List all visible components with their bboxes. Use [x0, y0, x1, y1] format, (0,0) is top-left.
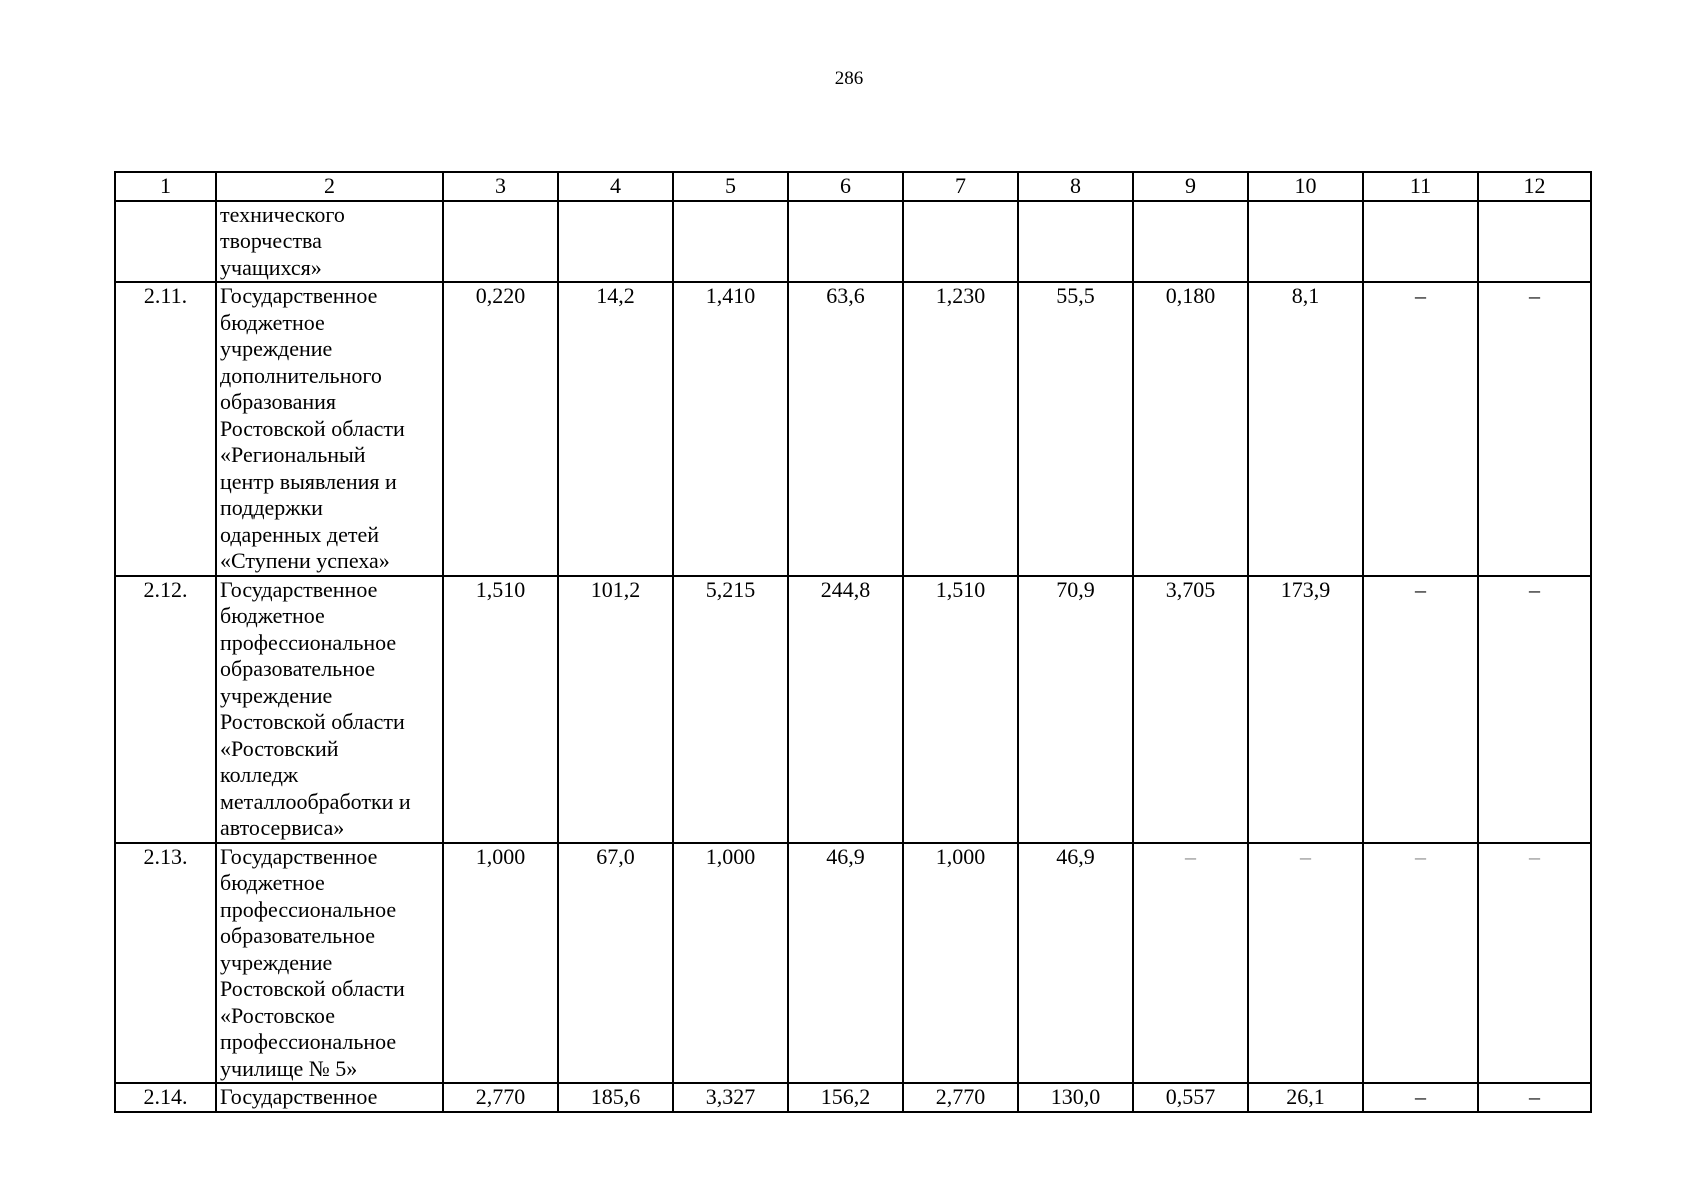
name-line: Ростовской области	[220, 709, 405, 734]
column-header: 5	[673, 172, 788, 201]
data-table	[114, 171, 1592, 1113]
column-header: 9	[1133, 172, 1248, 201]
table-row	[115, 843, 1591, 1084]
name-line: Ростовской области	[220, 976, 405, 1001]
name-line: профессиональное	[220, 1029, 397, 1054]
table-row	[115, 1083, 1591, 1112]
row-number-cell: 2.14.	[115, 1083, 216, 1112]
value-cell: –	[1248, 843, 1363, 1084]
table-row	[115, 576, 1591, 843]
name-line: творчества	[220, 228, 322, 253]
name-line: образовательное	[220, 656, 376, 681]
table-row	[115, 201, 1591, 283]
value-cell: 55,5	[1018, 282, 1133, 576]
column-header: 6	[788, 172, 903, 201]
name-line: одаренных детей	[220, 521, 380, 547]
value-cell: 63,6	[788, 282, 903, 576]
column-header: 11	[1363, 172, 1478, 201]
name-line: профессиональное	[220, 629, 397, 655]
name-line: образовательное	[220, 923, 376, 948]
value-cell	[903, 201, 1018, 283]
name-line: Государственное	[220, 576, 378, 602]
name-line: поддержки	[220, 495, 323, 520]
value-cell: –	[1133, 843, 1248, 1084]
institution-name-cell	[216, 282, 443, 576]
column-header: 4	[558, 172, 673, 201]
value-cell: 67,0	[558, 843, 673, 1084]
value-cell: 185,6	[558, 1083, 673, 1112]
value-cell: 156,2	[788, 1083, 903, 1112]
value-cell: –	[1363, 282, 1478, 576]
name-line: «Ростовское	[220, 1002, 335, 1028]
value-cell: 5,215	[673, 576, 788, 843]
row-number-cell: 2.13.	[115, 843, 216, 1084]
institution-name-cell	[216, 1083, 443, 1112]
value-cell: 1,510	[443, 576, 558, 843]
value-cell: 70,9	[1018, 576, 1133, 843]
name-line: металлообработки и	[220, 788, 411, 814]
value-cell: 14,2	[558, 282, 673, 576]
name-line: технического	[220, 201, 345, 227]
value-cell: 1,000	[903, 843, 1018, 1084]
column-header: 1	[115, 172, 216, 201]
value-cell: –	[1478, 576, 1591, 843]
value-cell	[1133, 201, 1248, 283]
table-row	[115, 282, 1591, 576]
column-header: 2	[216, 172, 443, 201]
value-cell: –	[1478, 1083, 1591, 1112]
name-line: учреждение	[220, 336, 333, 361]
value-cell: 101,2	[558, 576, 673, 843]
value-cell	[1018, 201, 1133, 283]
name-line: бюджетное	[220, 603, 325, 628]
name-line: училище № 5»	[220, 1055, 358, 1081]
name-line: Государственное	[220, 283, 378, 308]
value-cell	[1248, 201, 1363, 283]
institution-name-cell	[216, 843, 443, 1084]
name-line: учреждение	[220, 949, 333, 975]
value-cell	[1363, 201, 1478, 283]
value-cell: –	[1478, 282, 1591, 576]
value-cell: 3,705	[1133, 576, 1248, 843]
name-line: «Ростовский	[220, 735, 339, 761]
value-cell: 26,1	[1248, 1083, 1363, 1112]
value-cell: 46,9	[788, 843, 903, 1084]
value-cell: –	[1363, 576, 1478, 843]
value-cell: 173,9	[1248, 576, 1363, 843]
value-cell	[443, 201, 558, 283]
name-line: бюджетное	[220, 870, 325, 895]
institution-name-cell	[216, 201, 443, 283]
value-cell: 0,220	[443, 282, 558, 576]
value-cell: 1,000	[443, 843, 558, 1084]
name-line: учащихся»	[220, 254, 322, 280]
value-cell: –	[1363, 843, 1478, 1084]
name-line: Ростовской области	[220, 415, 405, 441]
value-cell: –	[1363, 1083, 1478, 1112]
value-cell: 1,410	[673, 282, 788, 576]
name-line: центр выявления и	[220, 468, 397, 494]
name-line: Государственное	[220, 843, 378, 869]
column-header: 3	[443, 172, 558, 201]
value-cell: 2,770	[443, 1083, 558, 1112]
name-line: бюджетное	[220, 309, 325, 335]
value-cell	[788, 201, 903, 283]
page-number: 286	[834, 68, 864, 89]
name-line: профессиональное	[220, 896, 397, 922]
value-cell: 3,327	[673, 1083, 788, 1112]
name-line: автосервиса»	[220, 815, 345, 840]
value-cell	[673, 201, 788, 283]
value-cell: 130,0	[1018, 1083, 1133, 1112]
column-header: 12	[1478, 172, 1591, 201]
row-number-cell: 2.11.	[115, 282, 216, 576]
column-header: 8	[1018, 172, 1133, 201]
value-cell: 8,1	[1248, 282, 1363, 576]
institution-name-cell	[216, 576, 443, 843]
value-cell: 2,770	[903, 1083, 1018, 1112]
value-cell: 1,000	[673, 843, 788, 1084]
value-cell: –	[1478, 843, 1591, 1084]
name-line: учреждение	[220, 682, 333, 708]
table-header-row	[115, 172, 1591, 201]
row-number-cell: 2.12.	[115, 576, 216, 843]
row-number-cell	[115, 201, 216, 283]
value-cell	[558, 201, 673, 283]
name-line: образования	[220, 389, 337, 414]
column-header: 7	[903, 172, 1018, 201]
name-line: колледж	[220, 762, 299, 787]
value-cell: 244,8	[788, 576, 903, 843]
name-line: «Региональный	[220, 442, 366, 467]
name-line: дополнительного	[220, 362, 382, 388]
value-cell	[1478, 201, 1591, 283]
value-cell: 1,510	[903, 576, 1018, 843]
name-line: Государственное	[220, 1084, 378, 1109]
column-header: 10	[1248, 172, 1363, 201]
value-cell: 0,180	[1133, 282, 1248, 576]
name-line: «Ступени успеха»	[220, 548, 390, 573]
value-cell: 1,230	[903, 282, 1018, 576]
value-cell: 46,9	[1018, 843, 1133, 1084]
value-cell: 0,557	[1133, 1083, 1248, 1112]
